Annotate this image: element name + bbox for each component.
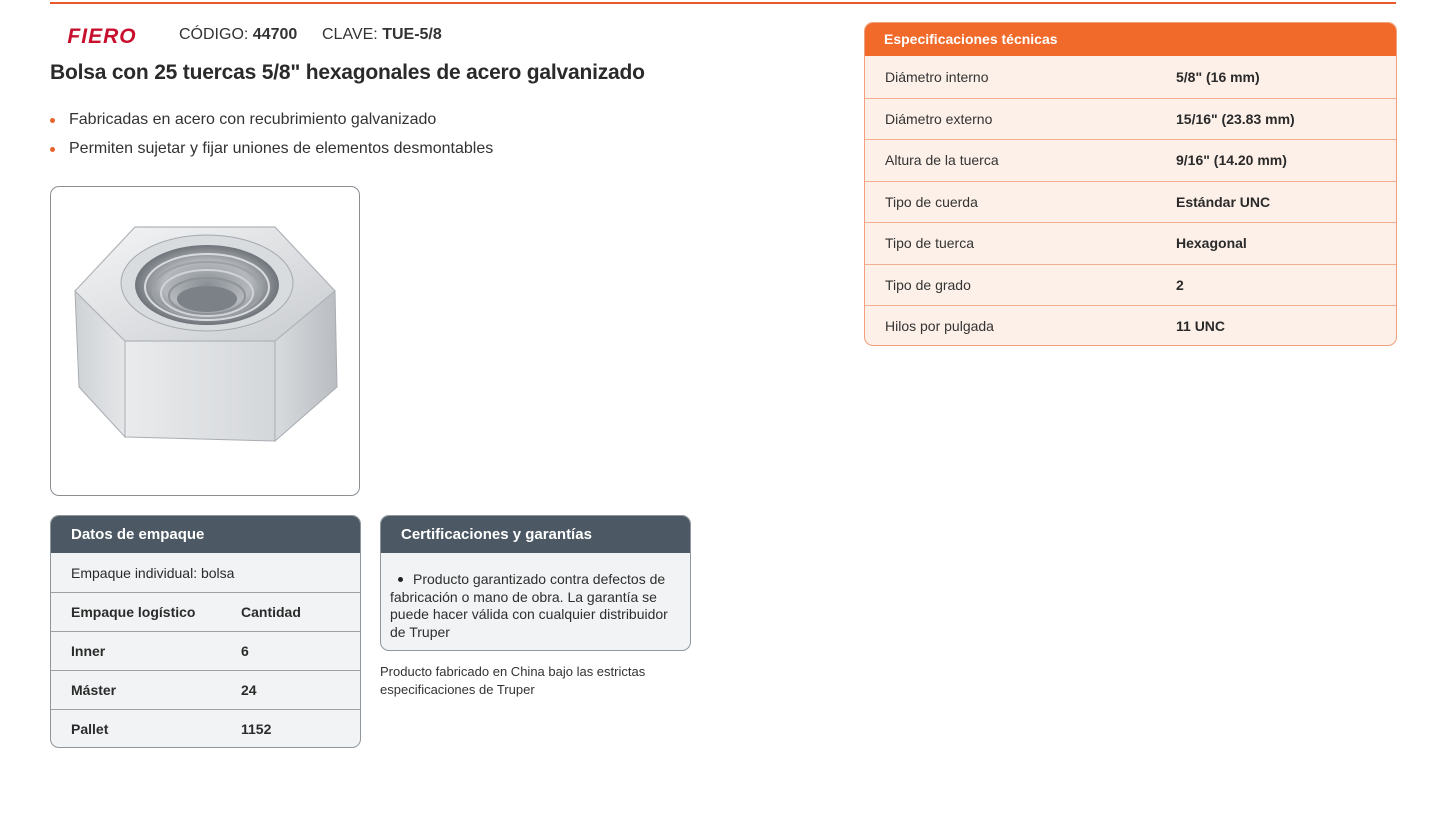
spec-label: Tipo de cuerda <box>885 193 978 210</box>
made-in-note: Producto fabricado en China bajo las estrictas especificaciones de Truper <box>380 664 646 697</box>
packaging-individual-row <box>51 553 360 592</box>
bullet-icon <box>398 577 403 582</box>
certifications-heading: Certificaciones y garantías <box>381 516 690 553</box>
pack-name: Máster <box>71 682 117 698</box>
packaging-individual: Empaque individual: bolsa <box>71 564 235 581</box>
feature-item: Fabricadas en acero con recubrimiento galvanizado <box>50 105 493 134</box>
clave-label: CLAVE: <box>322 26 378 43</box>
pack-qty: 24 <box>241 682 257 698</box>
col-quantity: Cantidad <box>241 604 301 620</box>
pack-name: Pallet <box>71 721 109 737</box>
spec-label: Diámetro externo <box>885 110 993 127</box>
specs-card <box>864 22 1397 346</box>
spec-value: 2 <box>1176 276 1184 293</box>
pack-qty: 1152 <box>241 721 272 737</box>
header <box>50 25 442 47</box>
spec-row <box>865 56 1396 98</box>
certifications-card <box>380 515 691 651</box>
table-row <box>51 631 360 670</box>
brand-wordmark: FIERO <box>67 26 137 46</box>
packaging-header-row <box>51 592 360 631</box>
spec-value: Hexagonal <box>1176 235 1247 252</box>
spec-label: Tipo de grado <box>885 276 971 293</box>
feature-list <box>50 105 493 163</box>
hex-nut-image <box>69 219 341 464</box>
warranty-text: Producto garantizado contra defectos de fabricación o mano de obra. La garantía se puede hacer válida con cualquier distribuidor de Truper <box>390 571 668 640</box>
table-row <box>51 709 360 748</box>
spec-label: Altura de la tuerca <box>885 152 999 169</box>
code-label: CÓDIGO: <box>179 26 249 43</box>
packaging-table <box>51 553 360 748</box>
specs-table <box>865 56 1396 346</box>
specs-heading: Especificaciones técnicas <box>865 23 1396 56</box>
spec-value: 9/16" (14.20 mm) <box>1176 152 1287 169</box>
certifications-body <box>381 553 690 641</box>
spec-row <box>865 139 1396 181</box>
packaging-heading: Datos de empaque <box>51 516 360 553</box>
spec-value: 5/8" (16 mm) <box>1176 68 1260 85</box>
code-value: 44700 <box>252 26 298 43</box>
feature-item: Permiten sujetar y fijar uniones de elementos desmontables <box>50 134 493 163</box>
fiero-logo <box>50 26 154 46</box>
pack-qty: 6 <box>241 643 249 659</box>
spec-label: Tipo de tuerca <box>885 235 974 252</box>
spec-row <box>865 222 1396 264</box>
spec-label: Diámetro interno <box>885 68 989 85</box>
pack-name: Inner <box>71 643 106 659</box>
product-title: Bolsa con 25 tuercas 5/8" hexagonales de acero galvanizado <box>50 61 645 84</box>
clave-value: TUE-5/8 <box>382 26 442 43</box>
product-code <box>179 26 297 44</box>
spec-value: Estándar UNC <box>1176 193 1271 210</box>
spec-value: 11 UNC <box>1176 318 1226 335</box>
top-rule <box>50 2 1396 4</box>
spec-label: Hilos por pulgada <box>885 318 994 335</box>
col-logistic: Empaque logístico <box>71 604 196 620</box>
product-image-frame <box>50 186 360 496</box>
spec-row <box>865 264 1396 306</box>
spec-row <box>865 305 1396 346</box>
spec-value: 15/16" (23.83 mm) <box>1176 110 1295 127</box>
spec-row <box>865 98 1396 140</box>
spec-row <box>865 181 1396 223</box>
table-row <box>51 670 360 709</box>
product-clave <box>322 26 442 44</box>
packaging-card <box>50 515 361 748</box>
